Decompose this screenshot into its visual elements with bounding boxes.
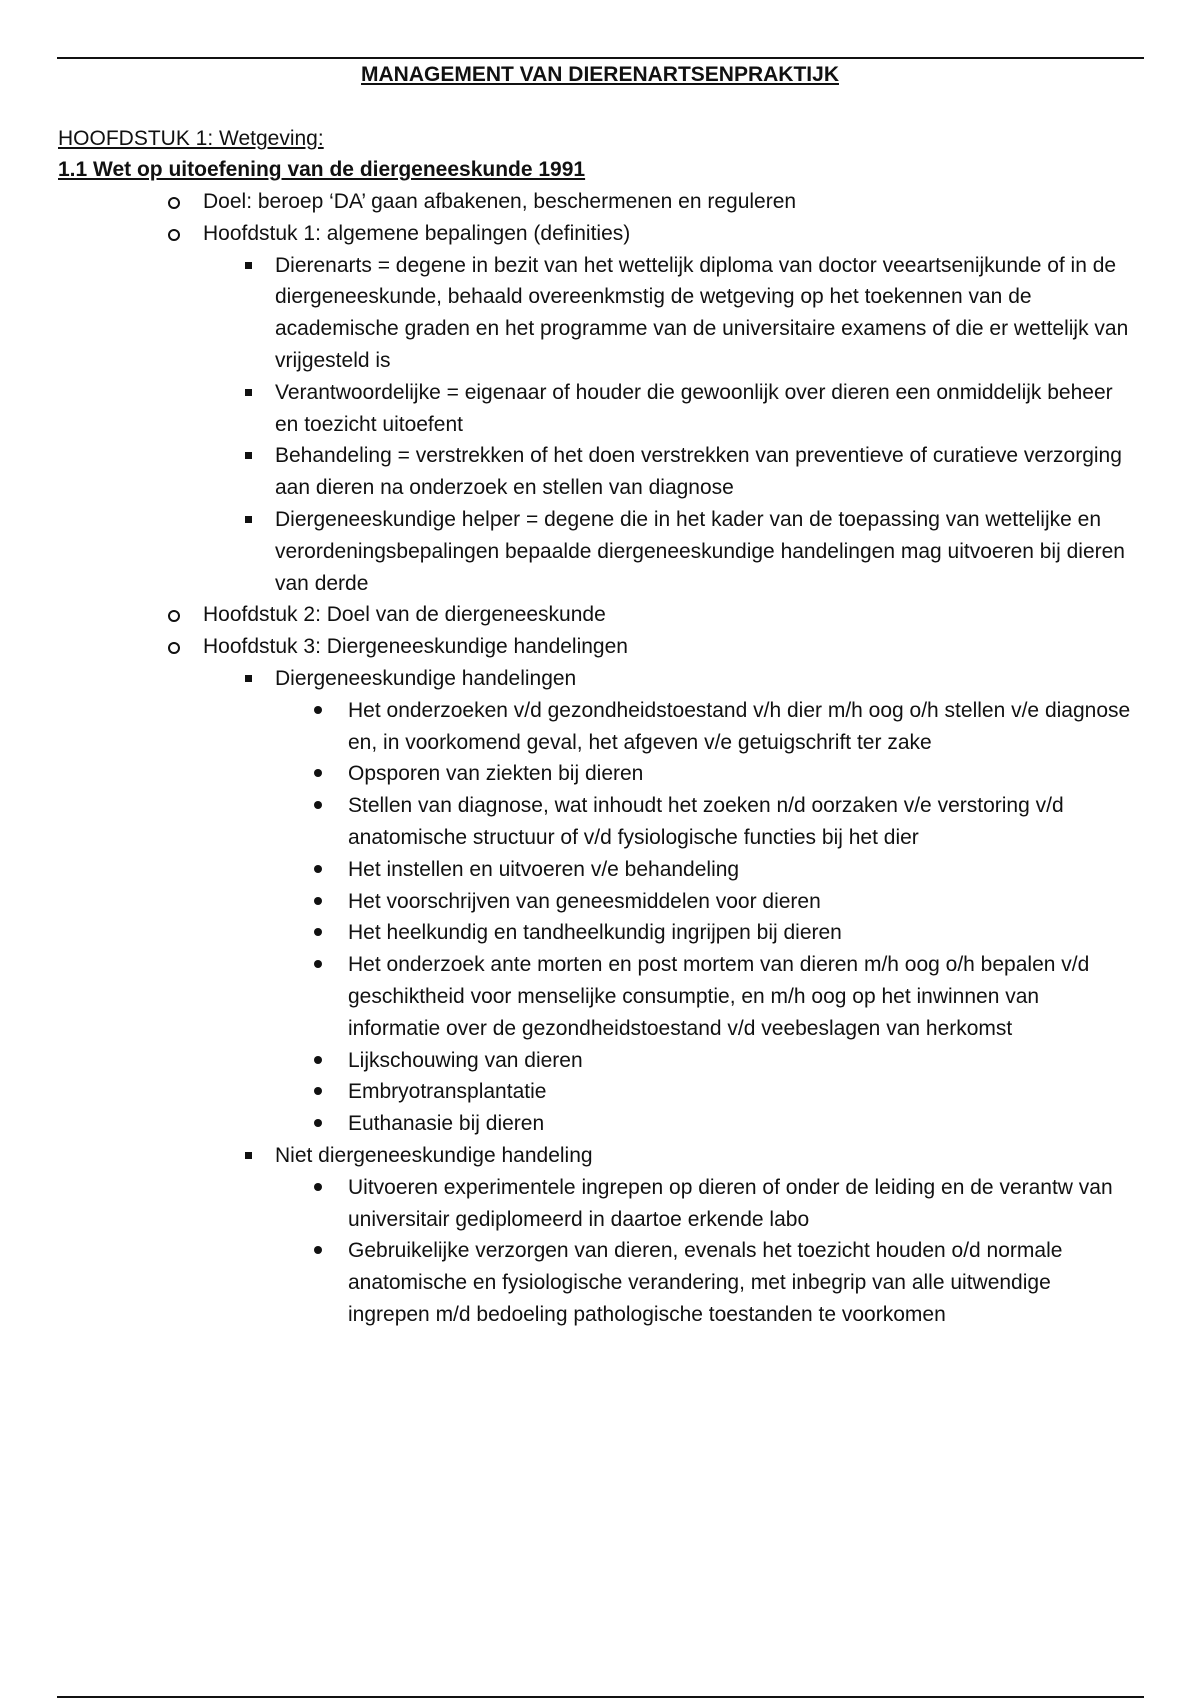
document-body (0, 186, 1200, 1331)
definitions-list (203, 250, 1133, 600)
list-item: Het onderzoeken v/d gezondheidstoestand v/h dier m/h oog o/h stellen v/e diagnose en, in voorkomend geval, het afgeven v/e getuigschrift ter zake (348, 695, 1133, 759)
bottom-rule (57, 1696, 1144, 1698)
list-item: Gebruikelijke verzorgen van dieren, evenals het toezicht houden o/d normale anatomische en fysiologische verandering, met inbegrip van alle uitwendige ingrepen m/d bedoeling pathologische toestanden te voorkomen (348, 1235, 1133, 1330)
list-item-diergeneeskundige-handelingen: Diergeneeskundige handelingen Het onderzoeken v/d gezondheidstoestand v/h dier m/h oog o/h stellen v/e diagnose en, in voorkomend geval, het afgeven v/e getuigschrift ter zake Opsporen van ziekten bij dieren Stellen van diagnose, wat inhoudt het zoeken n/d oorzaken v/e verstoring v/d anatomische structuur of v/d fysiologische functies bij het dier Het instellen en uitvoeren v/e behandeling Het voorschrijven van geneesmiddelen voor dieren Het heelkundig en tandheelkundig ingrijpen bij dieren Het onderzoek ante morten en post mortem van dieren m/h oog o/h bepalen v/d geschiktheid voor menselijke consumptie, en m/h oog op het inwinnen van informatie over de gezondheidstoestand v/d veebeslagen van herkomst Lijkschouwing van dieren Embryotransplantatie Euthanasie bij dieren (275, 663, 1133, 1140)
list-item-niet-diergeneeskundige-handeling: Niet diergeneeskundige handeling Uitvoeren experimentele ingrepen op dieren of onder de leiding en de verantw van universitair gediplomeerd in daartoe erkende labo Gebruikelijke verzorgen van dieren, evenals het toezicht houden o/d normale anatomische en fysiologische verandering, met inbegrip van alle uitwendige ingrepen m/d bedoeling pathologische toestanden te voorkomen (275, 1140, 1133, 1331)
list-item: Opsporen van ziekten bij dieren (348, 758, 1133, 790)
list-item-hoofdstuk-1: Hoofdstuk 1: algemene bepalingen (definities) Dierenarts = degene in bezit van het wettelijk diploma van doctor veeartsenijkunde of in de diergeneeskunde, behaald overeenkmstig de wetgeving op het toekennen van de academische graden en het programme van de universitaire examens of die er wettelijk van vrijgesteld is Verantwoordelijke = eigenaar of houder die gewoonlijk over dieren een onmiddelijk beheer en toezicht uitoefent Behandeling = verstrekken of het doen verstrekken van preventieve of curatieve verzorging aan dieren na onderzoek en stellen van diagnose Diergeneeskundige helper = degene die in het kader van de toepassing van wettelijke en verordeningsbepalingen bepaalde diergeneeskundige handelingen mag uitvoeren bij dieren van derde (0, 218, 1133, 600)
list-item: Euthanasie bij dieren (348, 1108, 1133, 1140)
chapter-heading: HOOFDSTUK 1: Wetgeving: (58, 127, 324, 150)
list-item: Verantwoordelijke = eigenaar of houder die gewoonlijk over dieren een onmiddelijk beheer en toezicht uitoefent (275, 377, 1133, 441)
list-item: Lijkschouwing van dieren (348, 1045, 1133, 1077)
list-item: Het onderzoek ante morten en post mortem van dieren m/h oog o/h bepalen v/d geschiktheid voor menselijke consumptie, en m/h oog op het inwinnen van informatie over de gezondheidstoestand v/d veebeslagen van herkomst (348, 949, 1133, 1044)
list-item: Dierenarts = degene in bezit van het wettelijk diploma van doctor veeartsenijkunde of in de diergeneeskunde, behaald overeenkmstig de wetgeving op het toekennen van de academische graden en het programme van de universitaire examens of die er wettelijk van vrijgesteld is (275, 250, 1133, 377)
list-item: Embryotransplantatie (348, 1076, 1133, 1108)
top-rule (57, 57, 1144, 59)
section-heading: 1.1 Wet op uitoefening van de diergeneeskunde 1991 (58, 158, 586, 181)
page-title: MANAGEMENT VAN DIERENARTSENPRAKTIJK (361, 63, 839, 86)
list-item: Diergeneeskundige helper = degene die in het kader van de toepassing van wettelijke en verordeningsbepalingen bepaalde diergeneeskundige handelingen mag uitvoeren bij dieren van derde (275, 504, 1133, 599)
list-item: Het heelkundig en tandheelkundig ingrijpen bij dieren (348, 917, 1133, 949)
list-item-hoofdstuk-3: Hoofdstuk 3: Diergeneeskundige handelingen Diergeneeskundige handelingen Het onderzoeken v/d gezondheidstoestand v/h dier m/h oog o/h stellen v/e diagnose en, in voorkomend geval, het afgeven v/e getuigschrift ter zake Opsporen van ziekten bij dieren Stellen van diagnose, wat inhoudt het zoeken n/d oorzaken v/e verstoring v/d anatomische structuur of v/d fysiologische functies bij het dier Het instellen en uitvoeren v/e behandeling Het voorschrijven van geneesmiddelen voor dieren Het heelkundig en tandheelkundig ingrijpen bij dieren Het onderzoek ante morten en post mortem van dieren m/h oog o/h bepalen v/d geschiktheid voor menselijke consumptie, en m/h oog op het inwinnen van informatie over de gezondheidstoestand v/d veebeslagen van herkomst Lijkschouwing van dieren Embryotransplantatie Euthanasie bij dieren Niet diergeneeskundige handeling Uitvoeren experimentele ingrepen op dieren of onder de leiding en de verantw van universitair gediplomeerd in daartoe erkende labo Gebruikelijke verzorgen van dieren, evenals het toezicht houden o/d normale anatomische en fysiologische verandering, met inbegrip van alle uitwendige ingrepen m/d bedoeling pathologische toestanden te voorkomen (0, 631, 1133, 1331)
level1-list (0, 186, 1200, 1331)
list-item: Stellen van diagnose, wat inhoudt het zoeken n/d oorzaken v/e verstoring v/d anatomische structuur of v/d fysiologische functies bij het dier (348, 790, 1133, 854)
list-item-doel: Doel: beroep ‘DA’ gaan afbakenen, beschermenen en reguleren (0, 186, 1133, 218)
list-item: Uitvoeren experimentele ingrepen op dieren of onder de leiding en de verantw van universitair gediplomeerd in daartoe erkende labo (348, 1172, 1133, 1236)
niet-handelingen-list (275, 1172, 1133, 1331)
list-item: Behandeling = verstrekken of het doen verstrekken van preventieve of curatieve verzorging aan dieren na onderzoek en stellen van diagnose (275, 440, 1133, 504)
list-item-hoofdstuk-2: Hoofdstuk 2: Doel van de diergeneeskunde (0, 599, 1133, 631)
list-item: Het instellen en uitvoeren v/e behandeling (348, 854, 1133, 886)
handelingen-groups (203, 663, 1133, 1331)
list-item: Het voorschrijven van geneesmiddelen voor dieren (348, 886, 1133, 918)
handelingen-list (275, 695, 1133, 1140)
